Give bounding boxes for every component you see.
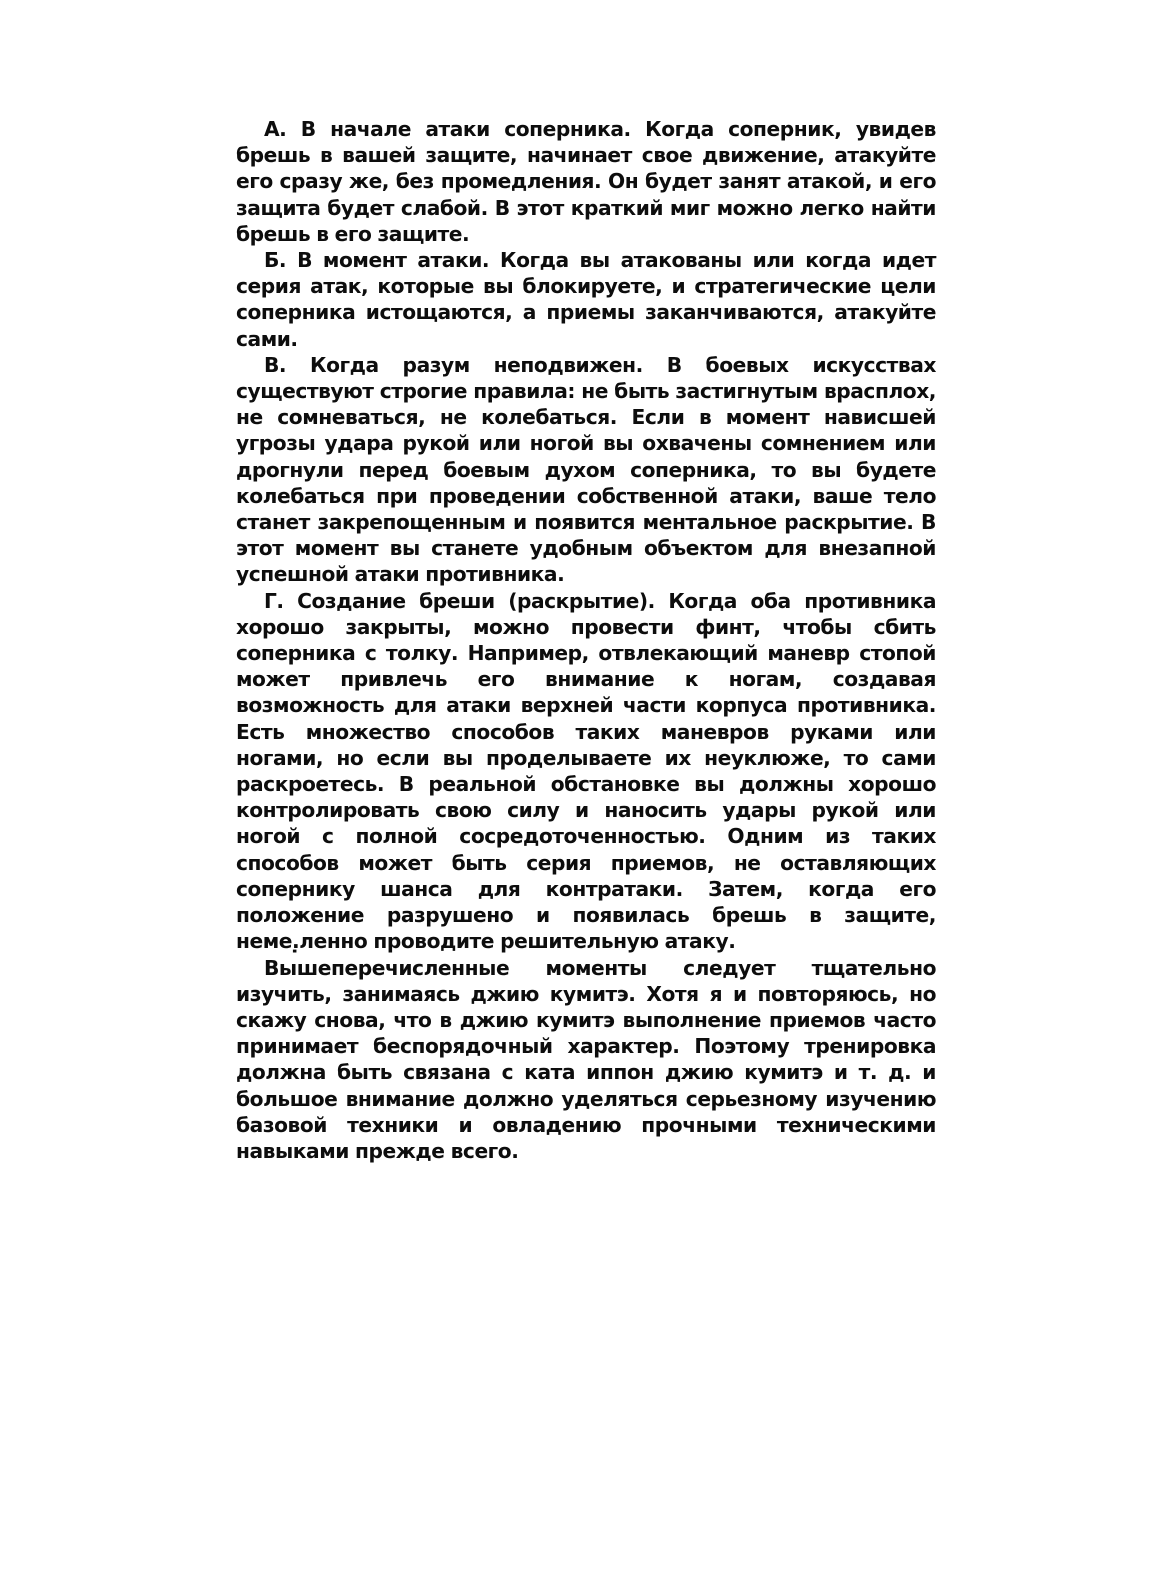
paragraph-v: В. Когда разум неподвижен. В боевых искусствах существуют строгие правила: не быть застигнутым врасплох, не сомневаться, не колебаться. Если в момент нависшей угрозы удара рукой или ногой вы охвачены сомнением или дрогнули перед боевым духом соперника, то вы будете колебаться при проведении собственной атаки, ваше тело станет закрепощенным и появится ментальное раскрытие. В этот момент вы станете удобным объектом для внезапной успешной атаки противника. bbox=[236, 352, 936, 587]
paragraph-a: А. В начале атаки соперника. Когда соперник, увидев брешь в вашей защите, начинает свое движение, атакуйте его сразу же, без промедления. Он будет занят атакой, и его защита будет слабой. В этот краткий миг можно легко найти брешь в его защите. bbox=[236, 117, 936, 246]
paragraph-summary: Вышеперечисленные моменты следует тщательно изучить, занимаясь джию кумитэ. Хотя я и повторяюсь, но скажу снова, что в джию кумитэ выполнение приемов часто принимает беспорядочный характер. Поэтому тренировка должна быть связана с ката иппон джию кумитэ и т. д. и большое внимание должно уделяться серьезному изучению базовой техники и овладению прочными техническими навыками прежде всего. bbox=[236, 955, 936, 1163]
paragraph-b: Б. В момент атаки. Когда вы атакованы или когда идет серия атак, которые вы блокируете, и стратегические цели соперника истощаются, а приемы заканчиваются, атакуйте сами. bbox=[236, 248, 936, 351]
paragraph-g: Г. Создание бреши (раскрытие). Когда оба противника хорошо закрыты, можно провести финт, чтобы сбить соперника с толку. Например, отвлекающий маневр стопой может привлечь его внимание к ногам, создавая возможность для атаки верхней части корпуса противника. Есть множество способов таких маневров руками или ногами, но если вы проделываете их неуклюже, то сами раскроетесь. В реальной обстановке вы должны хорошо контролировать свою силу и наносить удары рукой или ногой с полной сосредоточенностью. Одним из таких способов может быть серия приемов, не оставляющих сопернику шанса для контратаки. Затем, когда его положение разрушено и появилась брешь в защите, неме.̣ленно проводите решительную атаку. bbox=[236, 588, 936, 954]
body-text bbox=[236, 116, 936, 1164]
